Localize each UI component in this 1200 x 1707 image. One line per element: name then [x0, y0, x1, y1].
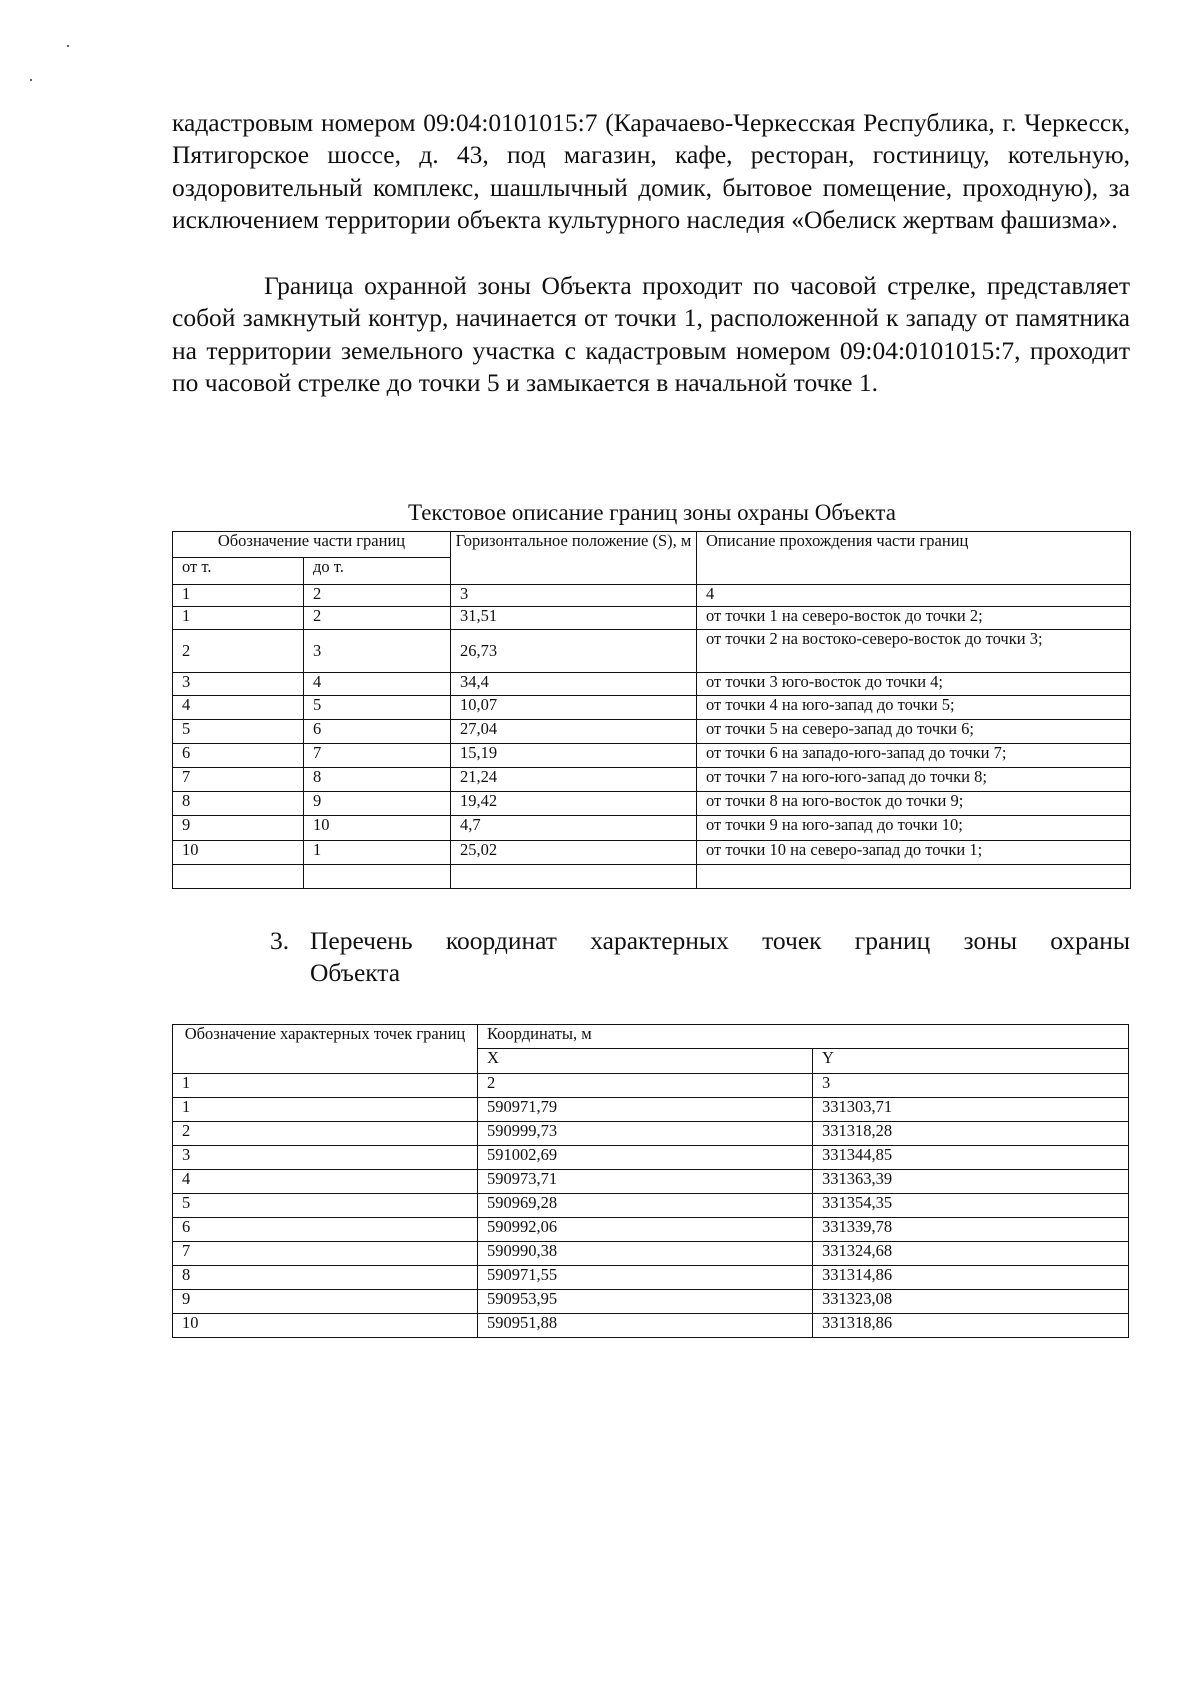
to-cell: 1: [304, 841, 451, 865]
distance-cell: 10,07: [451, 696, 697, 720]
column-number: 4: [697, 585, 1131, 607]
distance-cell: 21,24: [451, 768, 697, 792]
to-cell: 9: [304, 792, 451, 816]
description-cell: от точки 1 на северо-восток до точки 2;: [697, 607, 1131, 630]
y-cell: 331323,08: [813, 1290, 1129, 1314]
point-cell: 8: [173, 1266, 478, 1290]
y-cell: 331363,39: [813, 1170, 1129, 1194]
description-cell: от точки 6 на западо-юго-запад до точки 7;: [697, 744, 1131, 768]
from-cell: 3: [173, 673, 304, 696]
point-cell: 10: [173, 1314, 478, 1338]
point-cell: 6: [173, 1218, 478, 1242]
table-row: [173, 1170, 1129, 1194]
intro-paragraph: кадастровым номером 09:04:0101015:7 (Карачаево-Черкесская Республика, г. Черкесск, Пятигорское шоссе, д. 43, под магазин, кафе, ресторан, гостиницу, котельную, оздоровительный комплекс, шашлычный домик, бытовое помещение, проходную), за исключением территории объекта культурного наследия «Обелиск жертвам фашизма».: [172, 108, 1130, 235]
description-cell: от точки 7 на юго-юго-запад до точки 8;: [697, 768, 1131, 792]
table-row: [173, 1122, 1129, 1146]
column-number: 2: [304, 585, 451, 607]
empty-cell: [451, 865, 697, 889]
section-number: 3.: [270, 926, 290, 955]
distance-cell: 25,02: [451, 841, 697, 865]
from-cell: 1: [173, 607, 304, 630]
to-cell: 10: [304, 816, 451, 841]
header-part: Обозначение части границ: [173, 532, 451, 558]
section-title-line2: Объекта: [310, 958, 401, 987]
table-row: [173, 1194, 1129, 1218]
distance-cell: 34,4: [451, 673, 697, 696]
to-cell: 6: [304, 720, 451, 744]
to-cell: 8: [304, 768, 451, 792]
table1-title: Текстовое описание границ зоны охраны Объекта: [408, 500, 896, 525]
table-row: [173, 673, 1131, 696]
distance-cell: 19,42: [451, 792, 697, 816]
table-row: [173, 1266, 1129, 1290]
y-cell: 331318,86: [813, 1314, 1129, 1338]
x-cell: 590992,06: [478, 1218, 813, 1242]
table-row: [173, 768, 1131, 792]
to-cell: 4: [304, 673, 451, 696]
column-number-row: [173, 585, 1131, 607]
description-cell: от точки 9 на юго-запад до точки 10;: [697, 816, 1131, 841]
from-cell: 10: [173, 841, 304, 865]
column-number: 3: [813, 1074, 1129, 1098]
to-cell: 2: [304, 607, 451, 630]
table-row: [173, 1242, 1129, 1266]
header-horizontal: Горизонтальное положение (S), м: [451, 532, 697, 585]
point-cell: 7: [173, 1242, 478, 1266]
point-cell: 1: [173, 1098, 478, 1122]
scan-speck: [30, 79, 32, 81]
header-description: Описание прохождения части границ: [697, 532, 1131, 585]
empty-cell: [304, 865, 451, 889]
column-number: 2: [478, 1074, 813, 1098]
header-points: Обозначение характерных точек границ: [173, 1025, 478, 1074]
y-cell: 331344,85: [813, 1146, 1129, 1170]
table-row: [173, 720, 1131, 744]
y-cell: 331324,68: [813, 1242, 1129, 1266]
x-cell: 590971,79: [478, 1098, 813, 1122]
header-coordinates: Координаты, м: [478, 1025, 1129, 1049]
distance-cell: 31,51: [451, 607, 697, 630]
x-cell: 590990,38: [478, 1242, 813, 1266]
empty-cell: [173, 865, 304, 889]
header-x: X: [478, 1049, 813, 1074]
description-cell: от точки 10 на северо-запад до точки 1;: [697, 841, 1131, 865]
x-cell: 590973,71: [478, 1170, 813, 1194]
table-row: [173, 607, 1131, 630]
table-row: [173, 1218, 1129, 1242]
y-cell: 331303,71: [813, 1098, 1129, 1122]
from-cell: 4: [173, 696, 304, 720]
table-row: [173, 1290, 1129, 1314]
table-row: [173, 1314, 1129, 1338]
table-row: [173, 696, 1131, 720]
point-cell: 2: [173, 1122, 478, 1146]
y-cell: 331354,35: [813, 1194, 1129, 1218]
from-cell: 5: [173, 720, 304, 744]
scan-speck: [67, 45, 69, 47]
from-cell: 6: [173, 744, 304, 768]
description-cell: от точки 4 на юго-запад до точки 5;: [697, 696, 1131, 720]
distance-cell: 4,7: [451, 816, 697, 841]
from-cell: 9: [173, 816, 304, 841]
distance-cell: 15,19: [451, 744, 697, 768]
section-title-line1: Перечень координат характерных точек границ зоны охраны: [310, 926, 1130, 955]
description-cell: от точки 2 на востоко-северо-восток до точки 3;: [697, 630, 1131, 673]
to-cell: 5: [304, 696, 451, 720]
boundary-description-table: [172, 531, 1131, 889]
description-cell: от точки 3 юго-восток до точки 4;: [697, 673, 1131, 696]
x-cell: 590999,73: [478, 1122, 813, 1146]
x-cell: 590951,88: [478, 1314, 813, 1338]
to-cell: 7: [304, 744, 451, 768]
description-cell: от точки 8 на юго-восток до точки 9;: [697, 792, 1131, 816]
table-row: [173, 816, 1131, 841]
point-cell: 9: [173, 1290, 478, 1314]
x-cell: 590971,55: [478, 1266, 813, 1290]
column-number-row: [173, 1074, 1129, 1098]
y-cell: 331314,86: [813, 1266, 1129, 1290]
description-cell: от точки 5 на северо-запад до точки 6;: [697, 720, 1131, 744]
y-cell: 331339,78: [813, 1218, 1129, 1242]
column-number: 1: [173, 585, 304, 607]
table-row: [173, 1146, 1129, 1170]
table-row: [173, 630, 1131, 673]
from-cell: 2: [173, 630, 304, 673]
table-row: [173, 1098, 1129, 1122]
x-cell: 591002,69: [478, 1146, 813, 1170]
from-cell: 7: [173, 768, 304, 792]
x-cell: 590953,95: [478, 1290, 813, 1314]
table-row: [173, 792, 1131, 816]
header-to: до т.: [304, 558, 451, 585]
empty-cell: [697, 865, 1131, 889]
distance-cell: 27,04: [451, 720, 697, 744]
point-cell: 4: [173, 1170, 478, 1194]
table-row: [173, 744, 1131, 768]
boundary-paragraph: Граница охранной зоны Объекта проходит по часовой стрелке, представляет собой замкнутый контур, начинается от точки 1, расположенной к западу от памятника на территории земельного участка с кадастровым номером 09:04:0101015:7, проходит по часовой стрелке до точки 5 и замыкается в начальной точке 1.: [172, 271, 1130, 398]
to-cell: 3: [304, 630, 451, 673]
point-cell: 5: [173, 1194, 478, 1218]
column-number: 1: [173, 1074, 478, 1098]
point-cell: 3: [173, 1146, 478, 1170]
from-cell: 8: [173, 792, 304, 816]
column-number: 3: [451, 585, 697, 607]
table-row: [173, 841, 1131, 865]
header-y: Y: [813, 1049, 1129, 1074]
distance-cell: 26,73: [451, 630, 697, 673]
y-cell: 331318,28: [813, 1122, 1129, 1146]
coordinates-table: [172, 1024, 1129, 1338]
section-3-heading: [270, 925, 1130, 989]
header-from: от т.: [173, 558, 304, 585]
x-cell: 590969,28: [478, 1194, 813, 1218]
empty-row: [173, 865, 1131, 889]
